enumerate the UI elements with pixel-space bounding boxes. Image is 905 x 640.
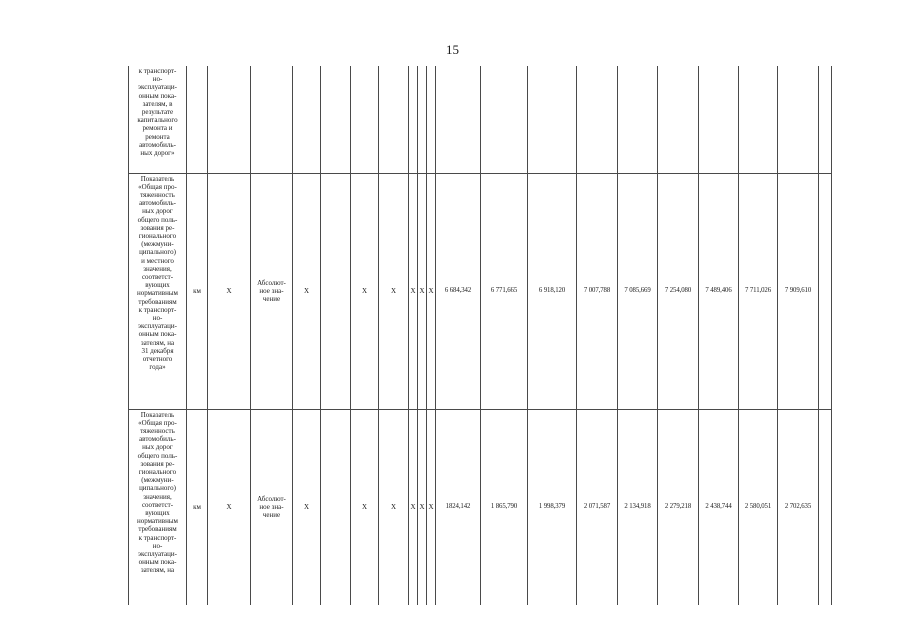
x-cell: Х — [379, 173, 409, 409]
x-cell — [409, 66, 418, 173]
indicator-label: к транспорт- но- эксплуатаци- онным пока- зателям, в результате капитального ремонта и ремонта автомобиль- ных дорог» — [129, 66, 187, 173]
x-cell: Х — [351, 409, 379, 605]
value-cell — [819, 66, 832, 173]
value-cell: 7 909,610 — [778, 173, 819, 409]
unit-cell: км — [187, 173, 208, 409]
x-cell: Х — [418, 409, 427, 605]
empty-cell — [321, 66, 351, 173]
value-cell: 7 085,669 — [618, 173, 658, 409]
unit-cell: км — [187, 409, 208, 605]
type-cell: Абсолют- ное зна- чение — [251, 409, 293, 605]
empty-cell — [321, 409, 351, 605]
value-cell: 7 711,026 — [739, 173, 778, 409]
value-cell: 6 918,120 — [528, 173, 577, 409]
x-cell: Х — [379, 409, 409, 605]
value-cell: 2 071,587 — [577, 409, 618, 605]
value-cell — [819, 409, 832, 605]
value-cell: 2 134,918 — [618, 409, 658, 605]
value-cell: 2 702,635 — [778, 409, 819, 605]
x-cell: Х — [293, 409, 321, 605]
value-cell: 1 998,379 — [528, 409, 577, 605]
empty-cell — [321, 173, 351, 409]
value-cell: 7 254,080 — [658, 173, 699, 409]
value-cell: 2 279,218 — [658, 409, 699, 605]
value-cell — [618, 66, 658, 173]
page-number: 15 — [446, 42, 459, 57]
type-cell — [251, 66, 293, 173]
x-cell: Х — [409, 173, 418, 409]
value-cell — [481, 66, 528, 173]
x-cell — [208, 66, 251, 173]
value-cell — [528, 66, 577, 173]
x-cell: Х — [418, 173, 427, 409]
value-cell — [739, 66, 778, 173]
x-cell — [351, 66, 379, 173]
table-row — [129, 66, 832, 173]
x-cell: Х — [293, 173, 321, 409]
value-cell: 2 580,051 — [739, 409, 778, 605]
value-cell: 6 771,665 — [481, 173, 528, 409]
value-cell: 1 865,790 — [481, 409, 528, 605]
table-row — [129, 173, 832, 409]
x-cell: Х — [351, 173, 379, 409]
x-cell — [293, 66, 321, 173]
value-cell: 1824,142 — [436, 409, 481, 605]
value-cell — [699, 66, 739, 173]
value-cell — [819, 173, 832, 409]
value-cell: 7 489,406 — [699, 173, 739, 409]
type-cell: Абсолют- ное зна- чение — [251, 173, 293, 409]
value-cell: 7 007,788 — [577, 173, 618, 409]
x-cell — [379, 66, 409, 173]
value-cell: 2 438,744 — [699, 409, 739, 605]
x-cell: Х — [409, 409, 418, 605]
x-cell: Х — [427, 173, 436, 409]
x-cell: Х — [208, 409, 251, 605]
x-cell: Х — [208, 173, 251, 409]
value-cell: 6 684,342 — [436, 173, 481, 409]
unit-cell — [187, 66, 208, 173]
indicators-table — [128, 66, 832, 605]
indicator-label: Показатель «Общая про- тяженность автомобиль- ных дорог общего поль- зования ре- гионального (межмуни- ципального) значения, соответст- вующих нормативным требованиям к транспорт- но- эксплуатаци- онным пока- зателям, на — [129, 409, 187, 605]
value-cell — [658, 66, 699, 173]
value-cell — [436, 66, 481, 173]
table-row — [129, 409, 832, 605]
value-cell — [778, 66, 819, 173]
x-cell: Х — [427, 409, 436, 605]
indicator-label: Показатель «Общая про- тяженность автомобиль- ных дорог общего поль- зования ре- гионального (межмуни- ципального) и местного значения, соответст- вующих нормативным требованиям к транспорт- но- эксплуатаци- онным пока- зателям, на 31 декабря отчетного года» — [129, 173, 187, 409]
value-cell — [577, 66, 618, 173]
x-cell — [427, 66, 436, 173]
x-cell — [418, 66, 427, 173]
